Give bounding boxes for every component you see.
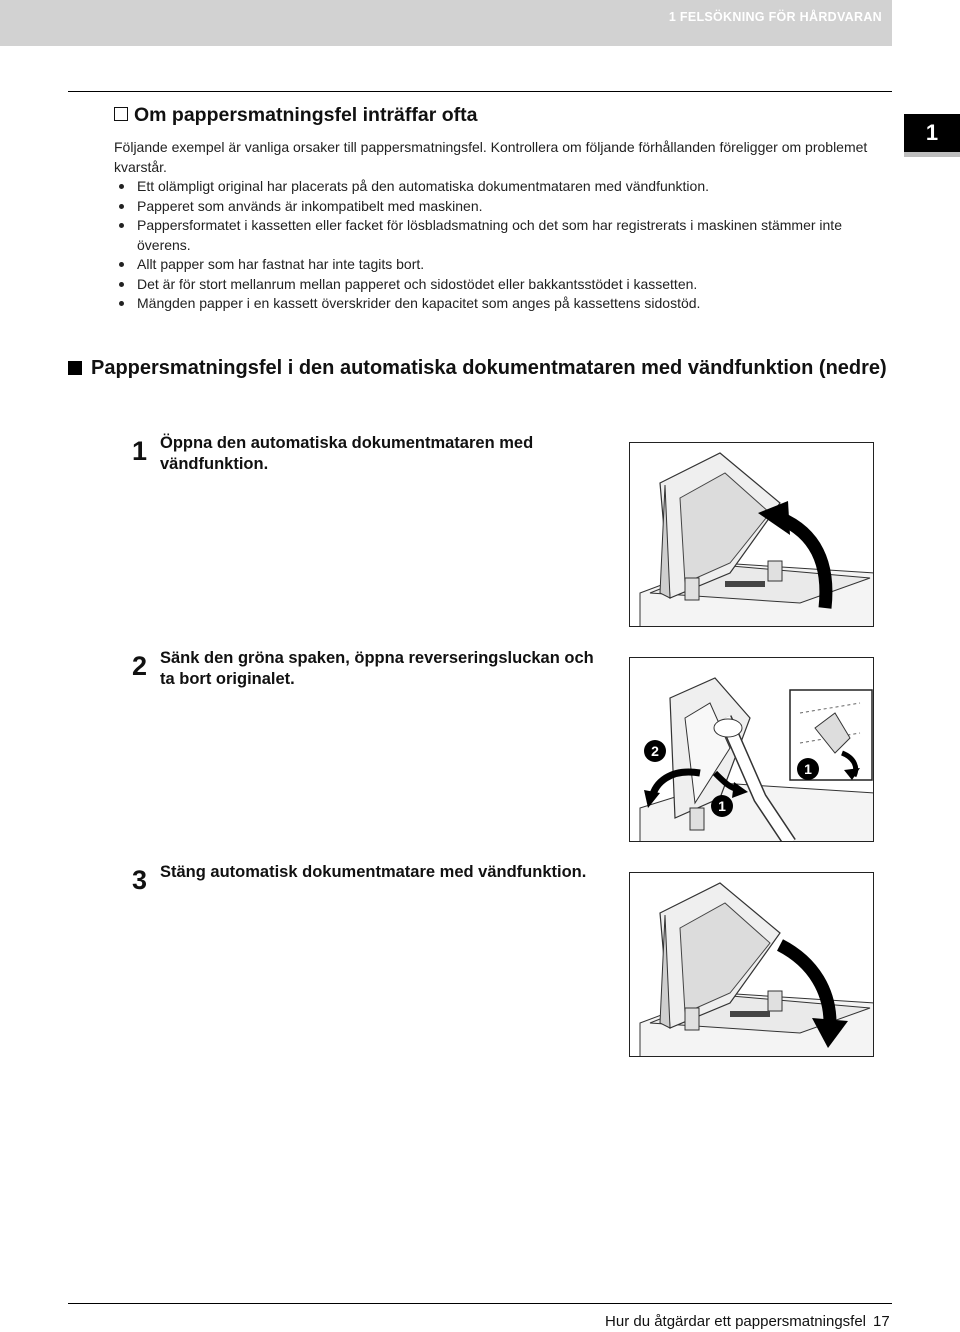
figure-open-feeder xyxy=(629,442,874,627)
list-item xyxy=(114,275,874,295)
top-rule xyxy=(68,91,892,92)
list-item xyxy=(114,177,874,197)
bullet-icon xyxy=(119,223,124,228)
footer-title: Hur du åtgärdar ett pappersmatningsfel xyxy=(605,1313,866,1330)
figure-close-feeder xyxy=(629,872,874,1057)
list-item xyxy=(114,197,874,217)
step-text: Öppna den automatiska dokumentmataren med vändfunktion. xyxy=(160,434,534,473)
checkbox-icon xyxy=(114,107,128,121)
callout-1: 1 xyxy=(718,798,726,814)
callout-1-inset: 1 xyxy=(804,761,812,777)
list-item xyxy=(114,216,874,255)
bullet-icon xyxy=(119,262,124,267)
step-number: 1 xyxy=(132,436,148,466)
page-number: 17 xyxy=(873,1313,890,1330)
list-item-text: Det är för stort mellanrum mellan papperet och sidostödet eller bakkantsstödet i kassetten. xyxy=(137,275,698,292)
list-item-text: Pappersformatet i kassetten eller facket för lösbladsmatning och det som har registrerats i maskinen stämmer inte överens. xyxy=(137,217,842,253)
chapter-title: 1 FELSÖKNING FÖR HÅRDVARAN xyxy=(668,10,882,24)
intro-paragraph: Följande exempel är vanliga orsaker till pappersmatningsfel. Kontrollera om följande förhållanden föreligger om problemet kvarstår. xyxy=(114,139,868,175)
procedure-heading-text: Pappersmatningsfel i den automatiska dokumentmataren med vändfunktion (nedre) xyxy=(91,357,887,379)
bullet-icon xyxy=(119,184,124,189)
step-number: 3 xyxy=(132,865,148,895)
list-item-text: Allt papper som har fastnat har inte tagits bort. xyxy=(137,256,425,272)
list-item xyxy=(114,294,874,314)
step-text: Stäng automatisk dokumentmatare med vändfunktion. xyxy=(160,863,587,881)
bullet-icon xyxy=(119,282,124,287)
figure-remove-original xyxy=(629,657,874,842)
cause-list xyxy=(114,177,874,314)
section-heading xyxy=(114,104,477,127)
list-item-text: Papperet som används är inkompatibelt med maskinen. xyxy=(137,197,483,214)
step-number: 2 xyxy=(132,651,148,681)
step-text: Sänk den gröna spaken, öppna reverseringsluckan och ta bort originalet. xyxy=(160,649,594,688)
section-heading-text: Om pappersmatningsfel inträffar ofta xyxy=(134,104,478,126)
list-item xyxy=(114,255,874,275)
procedure-heading xyxy=(68,355,888,381)
list-item-text: Ett olämpligt original har placerats på den automatiska dokumentmataren med vändfunktion. xyxy=(137,178,709,194)
callout-2: 2 xyxy=(651,743,659,759)
bullet-icon xyxy=(119,301,124,306)
header-bar xyxy=(0,0,892,46)
bullet-icon xyxy=(119,204,124,209)
chapter-tab[interactable]: 1 xyxy=(904,114,960,157)
square-bullet-icon xyxy=(68,361,82,375)
bottom-rule xyxy=(68,1303,892,1304)
list-item-text: Mängden papper i en kassett överskrider den kapacitet som anges på kassettens sidostöd. xyxy=(137,295,701,311)
